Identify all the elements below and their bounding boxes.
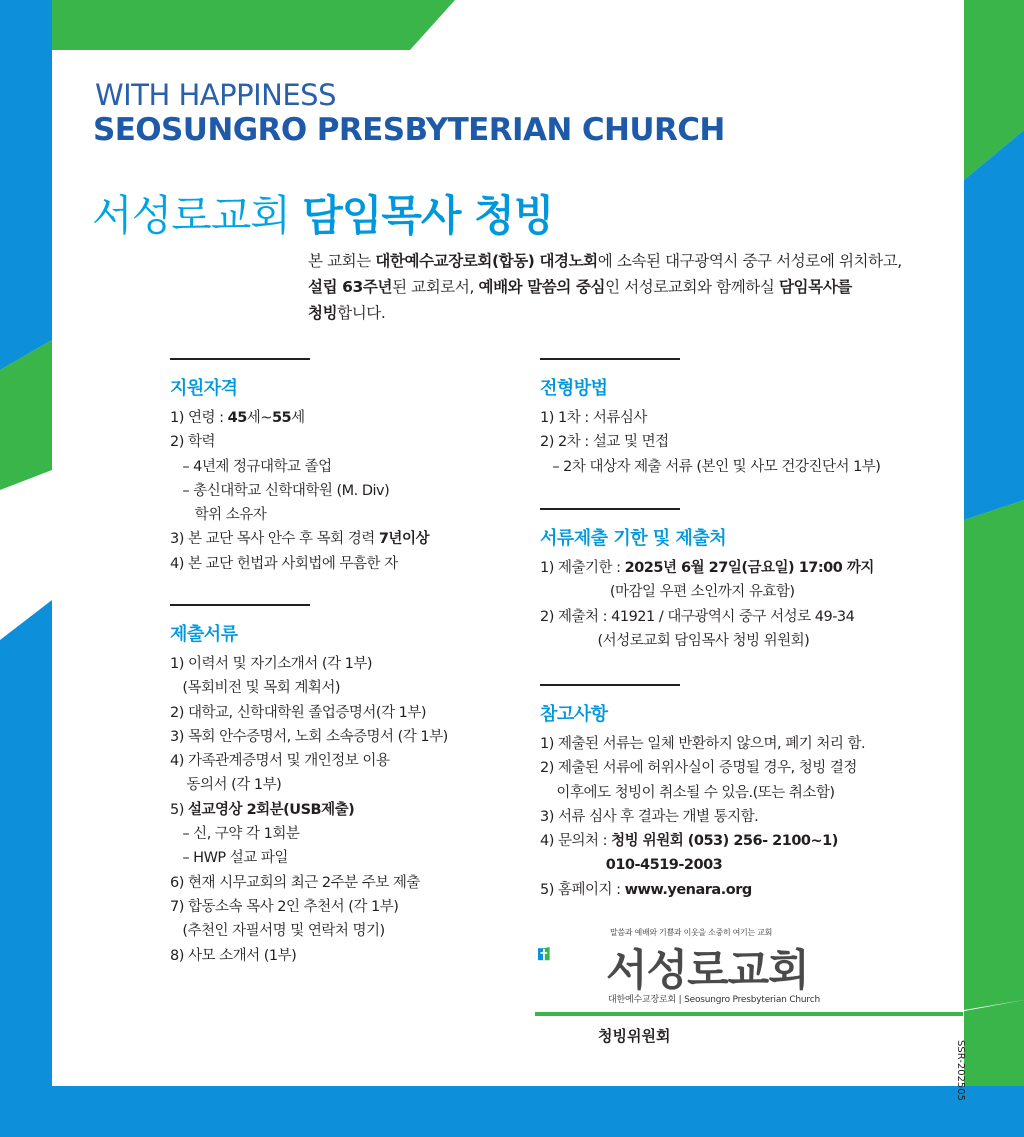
intro-paragraph xyxy=(308,248,948,326)
emphasis-text: 45 xyxy=(227,410,247,426)
emphasis-text: 7년이상 xyxy=(378,531,429,548)
body-text: (추천인 자필서명 및 연락처 명기) xyxy=(170,923,385,940)
section-title: 참고사항 xyxy=(540,704,608,725)
body-text: 1) 제출기한 : xyxy=(540,560,625,576)
body-text: 학위 소유자 xyxy=(170,507,267,524)
section-line xyxy=(540,580,874,604)
body-text: 합니다. xyxy=(337,304,386,322)
body-text: 3) 목회 안수증명서, 노회 소속증명서 (각 1부) xyxy=(170,728,448,745)
body-text: 2) 제출된 서류에 허위사실이 증명될 경우, 청빙 결정 xyxy=(540,760,857,777)
section-line xyxy=(170,552,429,576)
body-text: 2) 제출처 : 41921 / 대구광역시 중구 서성로 49-34 xyxy=(540,608,855,625)
section-line xyxy=(170,652,448,676)
logo-church-name: 서성로교회 xyxy=(606,946,809,996)
section-line xyxy=(170,822,448,846)
logo-divider xyxy=(535,1012,963,1016)
body-text: – 총신대학교 신학대학원 (M. Div) xyxy=(170,482,390,499)
page-title xyxy=(92,183,553,243)
church-english-name: SEOSUNGRO PRESBYTERIAN CHURCH xyxy=(93,112,725,148)
body-text: 6) 현재 시무교회의 최근 2주분 주보 제출 xyxy=(170,874,420,891)
emphasis-text: 설립 63주년 xyxy=(308,278,393,296)
emphasis-text: 2025년 6월 27일(금요일) 17:00 까지 xyxy=(624,560,874,576)
body-text: 동의서 (각 1부) xyxy=(170,777,282,794)
section-line xyxy=(170,527,429,551)
section-line xyxy=(540,781,865,805)
section-line xyxy=(540,829,865,853)
section-lines xyxy=(170,652,448,968)
section-line xyxy=(170,919,448,943)
section-line xyxy=(170,944,448,968)
intro-line xyxy=(308,248,948,274)
section-title: 서류제출 기한 및 제출처 xyxy=(540,528,727,549)
body-text: 인 서성로교회와 함께하실 xyxy=(605,278,779,296)
section-lines xyxy=(170,406,429,576)
section-deadline xyxy=(540,508,874,653)
body-text: 4) 문의처 : xyxy=(540,833,612,850)
section-rule xyxy=(540,508,680,510)
section-line xyxy=(170,749,448,773)
section-line xyxy=(540,732,865,756)
body-text: 세~ xyxy=(246,410,272,426)
emphasis-text: 010-4519-2003 xyxy=(605,857,723,874)
body-text: – 4년제 정규대학교 졸업 xyxy=(170,458,332,475)
section-line xyxy=(540,455,880,479)
body-text: 1) 이력서 및 자기소개서 (각 1부) xyxy=(170,656,373,672)
section-line xyxy=(170,701,448,725)
section-lines xyxy=(540,732,865,902)
intro-line xyxy=(308,274,948,300)
section-line xyxy=(540,878,865,902)
body-text: 1) 제출된 서류는 일체 반환하지 않으며, 폐기 처리 함. xyxy=(540,736,866,752)
section-line xyxy=(170,846,448,870)
body-text: 2) 학력 xyxy=(170,434,216,451)
section-line xyxy=(170,479,429,503)
section-line xyxy=(170,798,448,822)
intro-line xyxy=(308,300,948,326)
document-code: SSR-202505 xyxy=(955,1040,966,1102)
section-selection xyxy=(540,358,880,479)
logo-subtitle: 대한예수교장로회 | Seosungro Presbyterian Church xyxy=(608,995,820,1005)
section-title: 전형방법 xyxy=(540,378,608,399)
section-line xyxy=(170,725,448,749)
section-line xyxy=(540,605,874,629)
body-text: 2) 2차 : 설교 및 면접 xyxy=(540,434,669,451)
emphasis-text: 55 xyxy=(271,410,292,426)
body-text: 5) xyxy=(170,801,188,818)
emphasis-text: 예배와 말씀의 중심 xyxy=(478,278,606,296)
title-light: 서성로교회 xyxy=(92,191,303,240)
section-title: 제출서류 xyxy=(170,624,238,645)
body-text: 5) 홈페이지 : xyxy=(540,881,625,898)
body-text: 2) 대학교, 신학대학원 졸업증명서(각 1부) xyxy=(170,704,427,721)
body-text: 7) 합동소속 목사 2인 추천서 (각 1부) xyxy=(170,898,399,915)
emphasis-text: www.yenara.org xyxy=(624,881,752,898)
section-line xyxy=(170,406,429,430)
section-notes xyxy=(540,684,865,902)
emphasis-text: 청빙 위원회 (053) 256- 2100~1) xyxy=(611,833,838,850)
emphasis-text: 청빙 xyxy=(308,304,338,322)
logo-tagline: 말씀과 예배와 기쁨과 이웃을 소중히 여기는 교회 xyxy=(610,928,773,937)
section-rule xyxy=(540,358,680,360)
section-line xyxy=(170,871,448,895)
header-tagline: WITH HAPPINESS xyxy=(95,78,336,112)
body-text: – 신, 구약 각 1회분 xyxy=(170,826,300,843)
section-documents xyxy=(170,604,448,968)
body-text: 세 xyxy=(291,410,305,426)
body-text: 1) 연령 : xyxy=(170,410,228,426)
section-rule xyxy=(170,604,310,606)
section-line xyxy=(540,629,874,653)
committee-label: 청빙위원회 xyxy=(598,1027,671,1045)
section-line xyxy=(540,406,880,430)
section-line xyxy=(540,556,874,580)
body-text: 된 교회로서, xyxy=(392,278,479,296)
section-line xyxy=(540,756,865,780)
section-line xyxy=(170,430,429,454)
section-lines xyxy=(540,406,880,479)
section-line xyxy=(540,430,880,454)
emphasis-text: 담임목사를 xyxy=(778,278,852,296)
body-text: 8) 사모 소개서 (1부) xyxy=(170,947,297,964)
emphasis-text: 설교영상 2회분(USB제출) xyxy=(188,801,355,818)
body-text: 본 교회는 xyxy=(308,252,376,270)
section-eligibility xyxy=(170,358,429,576)
section-line xyxy=(540,805,865,829)
body-text: (마감일 우편 소인까지 유효함) xyxy=(540,584,795,601)
body-text: 3) 서류 심사 후 결과는 개별 통지함. xyxy=(540,808,759,825)
body-text: (서성로교회 담임목사 청빙 위원회) xyxy=(540,632,810,649)
section-lines xyxy=(540,556,874,653)
cross-logo-icon xyxy=(538,921,598,991)
body-text: 4) 가족관계증명서 및 개인정보 이용 xyxy=(170,753,390,770)
section-rule xyxy=(540,684,680,686)
body-text: 이후에도 청빙이 취소될 수 있음.(또는 취소함) xyxy=(540,784,835,801)
body-text: 에 소속된 대구광역시 중구 서성로에 위치하고, xyxy=(597,252,902,270)
section-rule xyxy=(170,358,310,360)
section-line xyxy=(170,676,448,700)
section-line xyxy=(170,503,429,527)
body-text: – HWP 설교 파일 xyxy=(170,850,288,867)
section-line xyxy=(540,853,865,877)
section-line xyxy=(170,455,429,479)
section-title: 지원자격 xyxy=(170,378,238,399)
body-text: – 2차 대상자 제출 서류 (본인 및 사모 건강진단서 1부) xyxy=(540,458,881,475)
body-text: (목회비전 및 목회 계획서) xyxy=(170,680,341,697)
title-bold: 담임목사 청빙 xyxy=(302,191,554,240)
section-line xyxy=(170,895,448,919)
body-text: 1) 1차 : 서류심사 xyxy=(540,410,647,426)
emphasis-text: 대한예수교장로회(합동) 대경노회 xyxy=(375,252,598,270)
body-text: 4) 본 교단 헌법과 사회법에 무흠한 자 xyxy=(170,555,398,572)
body-text xyxy=(540,857,606,873)
body-text: 3) 본 교단 목사 안수 후 목회 경력 xyxy=(170,531,379,548)
section-line xyxy=(170,773,448,797)
